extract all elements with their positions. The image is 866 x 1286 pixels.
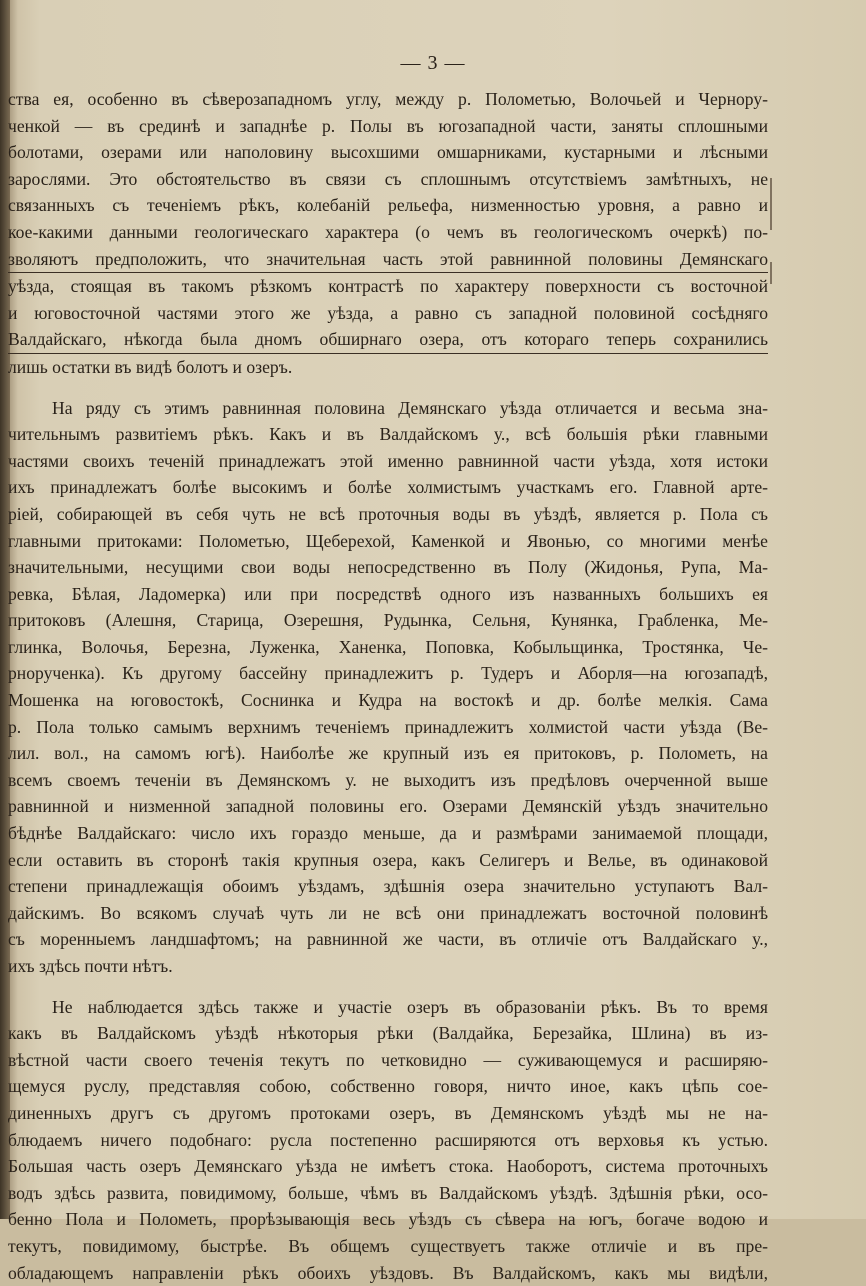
text-line: щемуся руслу, представляя собою, собственно говоря, ничто иное, какъ цѣпь сое-: [8, 1076, 768, 1097]
text-line: бѣднѣе Валдайскаго: число ихъ гораздо меньше, да и размѣрами занимаемой площади,: [8, 823, 768, 844]
text-line: диненныхъ другъ съ другомъ протоками озеръ, въ Демянскомъ уѣздѣ мы не на-: [8, 1102, 768, 1123]
text-line: частями своихъ теченій принадлежатъ этой именно равнинной части уѣзда, хотя истоки: [8, 450, 768, 471]
text-line: значительными, несущими свои воды непосредственно въ Полу (Жидонья, Рупа, Ма-: [8, 557, 768, 578]
text-line-underlined: Валдайскаго, нѣкогда была дномъ обширнаго озера, отъ котораго теперь сохранились: [8, 326, 768, 354]
text-line: чительнымъ развитіемъ рѣкъ. Какъ и въ Валдайскомъ у., всѣ большія рѣки главными: [8, 424, 768, 445]
paragraph-1: [8, 86, 768, 381]
text-line: съ моренныемъ ландшафтомъ; на равнинной же части, въ отличіе отъ Валдайскаго у.,: [8, 929, 768, 950]
text-line: ихъ здѣсь почти нѣтъ.: [8, 956, 173, 976]
text-line: р. Пола только самымъ верхнимъ теченіемъ принадлежитъ холмистой части уѣзда (Ве-: [8, 716, 768, 737]
text-line: ихъ принадлежатъ болѣе высокимъ и болѣе холмистымъ участкамъ его. Главной арте-: [8, 477, 768, 498]
margin-pencil-mark: [770, 262, 772, 284]
text-line: уѣзда, стоящая въ такомъ рѣзкомъ контрастѣ по характеру поверхности съ восточной: [8, 276, 768, 297]
page-number: — 3 —: [400, 52, 466, 74]
text-line: блюдаемъ ничего подобнаго: русла постепенно расширяются отъ верховья къ устью.: [8, 1129, 768, 1150]
text-line: лишь остатки въ видѣ болотъ и озеръ.: [8, 356, 293, 377]
text-line: связанныхъ съ теченіемъ рѣкъ, колебаній рельефа, низменностью уровня, а равно и: [8, 195, 768, 216]
text-line: степени принадлежащія обоимъ уѣздамъ, здѣшнія озера значительно уступаютъ Вал-: [8, 876, 768, 897]
text-line: Не наблюдается здѣсь также и участіе озеръ въ образованіи рѣкъ. Въ то время: [52, 996, 768, 1017]
text-line: лил. вол., на самомъ югѣ). Наиболѣе же крупный изъ ея притоковъ, р. Полометь, на: [8, 743, 768, 764]
text-line: какъ въ Валдайскомъ уѣздѣ нѣкоторыя рѣки (Валдайка, Березайка, Шлина) въ из-: [8, 1023, 768, 1044]
text-line: ченкой — въ срединѣ и западнѣе р. Полы въ югозападной части, заняты сплошными: [8, 115, 768, 136]
text-line: бенно Пола и Полометь, прорѣзывающія весь уѣздъ съ сѣвера на югъ, богаче водою и: [8, 1209, 768, 1230]
text-line: кое-какими данными геологическаго характера (о чемъ въ геологическомъ очеркѣ) по-: [8, 221, 768, 242]
margin-pencil-mark: [770, 178, 772, 230]
paragraph-3: [8, 994, 768, 1286]
text-line: На ряду съ этимъ равнинная половина Демянскаго уѣзда отличается и весьма зна-: [52, 397, 768, 418]
text-line: главными притоками: Полометью, Щеберехой, Каменкой и Явонью, со многими менѣе: [8, 530, 768, 551]
text-line: зарослями. Это обстоятельство въ связи съ сплошнымъ отсутствіемъ замѣтныхъ, не: [8, 168, 768, 189]
text-line: ства ея, особенно въ сѣверозападномъ углу, между р. Полометью, Волочьей и Чернору-: [8, 89, 768, 109]
text-line: рнорученка). Къ другому бассейну принадлежитъ р. Тудеръ и Аборля—на югозападѣ,: [8, 663, 768, 684]
text-line: глинка, Волочья, Березна, Луженка, Ханенка, Поповка, Кобыльщинка, Тростянка, Че-: [8, 636, 768, 657]
paragraph-2: [8, 395, 768, 980]
text-line: притоковъ (Алешня, Старица, Озерешня, Рудынка, Сельня, Кунянка, Грабленка, Ме-: [8, 610, 768, 631]
text-line: дайскимъ. Во всякомъ случаѣ чуть ли не всѣ они принадлежатъ восточной половинѣ: [8, 902, 768, 923]
text-line: если оставить въ сторонѣ такія крупныя озера, какъ Селигеръ и Велье, въ одинаковой: [8, 849, 768, 870]
text-line: Мошенка на юговостокѣ, Соснинка и Кудра на востокѣ и др. болѣе мелкія. Сама: [8, 690, 768, 711]
text-line: всемъ своемъ теченіи въ Демянскомъ у. не выходитъ изъ предѣловъ очерченной выше: [8, 769, 768, 790]
text-line: ревка, Бѣлая, Ладомерка) или при посредствѣ одного изъ названныхъ большихъ ея: [8, 583, 768, 604]
body-text: [8, 86, 768, 1286]
text-line: и юговосточной частями этого же уѣзда, а равно съ западной половиной сосѣдняго: [8, 302, 768, 323]
text-line: ріей, собирающей въ себя чуть не всѣ проточныя воды въ уѣздѣ, является р. Пола съ: [8, 503, 768, 524]
text-line: Большая часть озеръ Демянскаго уѣзда не имѣетъ стока. Наоборотъ, система проточныхъ: [8, 1156, 768, 1177]
text-line: вѣстной части своего теченія текутъ по четковидно — суживающемуся и расширяю-: [8, 1049, 768, 1070]
text-line: равнинной и низменной западной половины его. Озерами Демянскій уѣздъ значительно: [8, 796, 768, 817]
text-line: текутъ, повидимому, быстрѣе. Въ общемъ существуетъ также отличіе и въ пре-: [8, 1235, 768, 1256]
text-line: водъ здѣсь развита, повидимому, больше, чѣмъ въ Валдайскомъ уѣздѣ. Здѣшнія рѣки, осо-: [8, 1182, 768, 1203]
text-line: болотами, озерами или наполовину высохшими омшарниками, кустарными и лѣсными: [8, 142, 768, 163]
text-line-underlined: зволяютъ предположить, что значительная часть этой равнинной половины Демянскаго: [8, 246, 768, 274]
text-line: обладающемъ направленіи рѣкъ обоихъ уѣздовъ. Въ Валдайскомъ, какъ мы видѣли,: [8, 1262, 768, 1283]
